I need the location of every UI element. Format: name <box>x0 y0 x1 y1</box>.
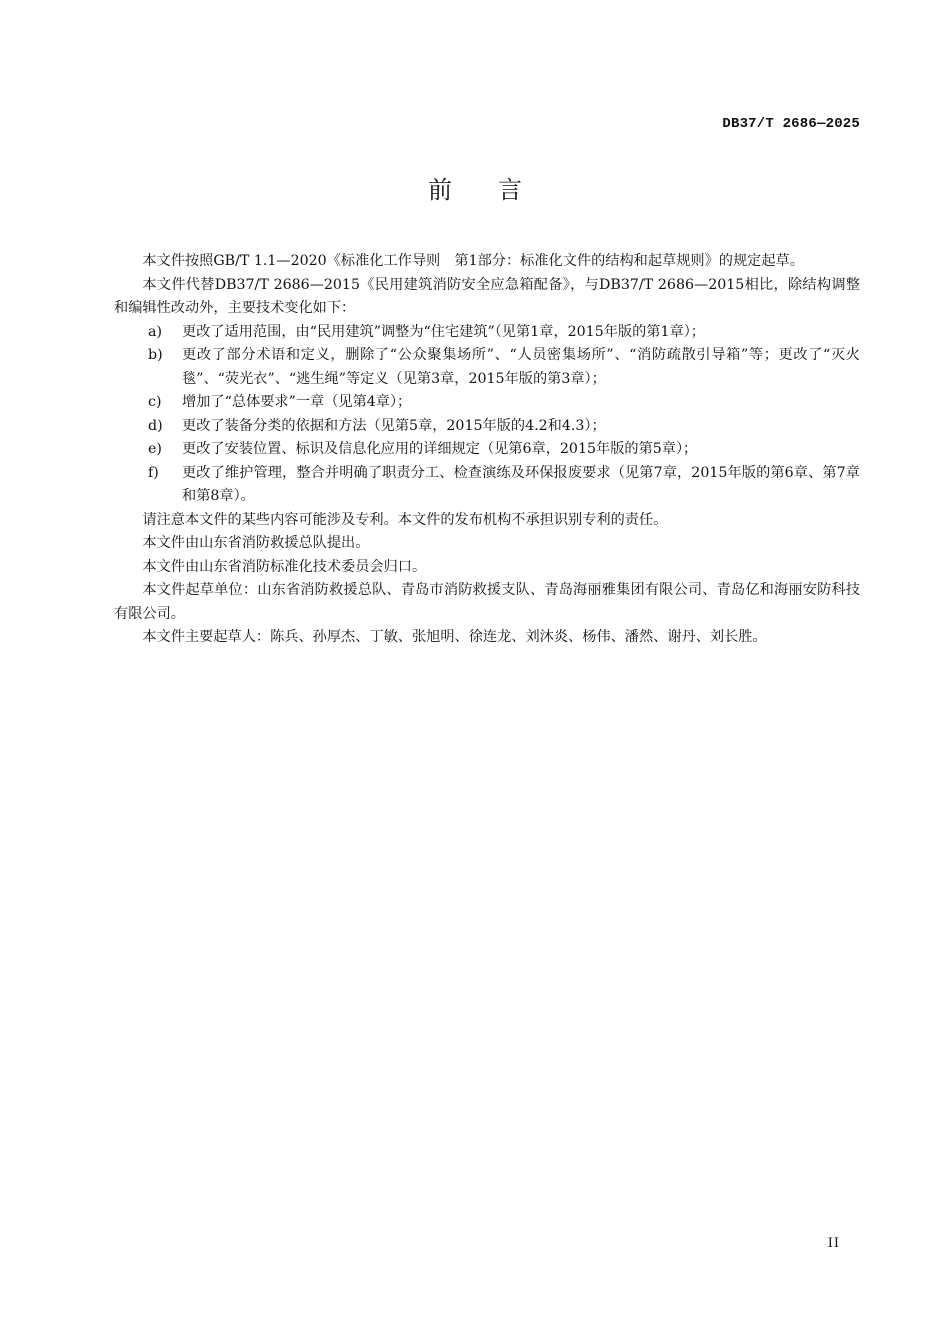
list-marker: b) <box>148 347 163 363</box>
list-marker: f) <box>148 464 159 481</box>
paragraph-drafting-basis: 本文件按照GB/T 1.1—2020《标准化工作导则 第1部分：标准化文件的结构和起草规则》的规定起草。 <box>142 253 804 269</box>
list-item-text: 更改了装备分类的依据和方法（见第5章，2015年版的4.2和4.3）； <box>182 417 606 434</box>
list-marker: c) <box>148 394 162 410</box>
list-item <box>114 321 860 345</box>
paragraph-replacement-note: 本文件代替DB37/T 2686—2015《民用建筑消防安全应急箱配备》，与DB37/T 2686—2015相比，除结构调整和编辑性改动外，主要技术变化如下： <box>114 276 860 316</box>
list-item <box>114 391 860 415</box>
list-item <box>114 344 860 391</box>
paragraph-drafting-units: 本文件起草单位：山东省消防救援总队、青岛市消防救援支队、青岛海丽雅集团有限公司、青岛亿和海丽安防科技有限公司。 <box>114 582 860 622</box>
list-item-text: 更改了部分术语和定义，删除了“公众聚集场所”、“人员密集场所”、“消防疏散引导箱”等；更改了“灭火毯”、“荧光衣”、“逃生绳”等定义（见第3章，2015年版的第3章）； <box>182 347 860 387</box>
paragraph-drafters: 本文件主要起草人：陈兵、孙厚杰、丁敏、张旭明、徐连龙、刘沐炎、杨伟、潘然、谢丹、刘长胜。 <box>142 629 767 645</box>
paragraph-patent-notice: 请注意本文件的某些内容可能涉及专利。本文件的发布机构不承担识别专利的责任。 <box>142 511 668 528</box>
changes-list <box>114 321 860 509</box>
list-item <box>114 438 860 462</box>
page-number: II <box>827 1236 840 1251</box>
page-title: 前言 <box>428 176 568 204</box>
list-item-text: 更改了安装位置、标识及信息化应用的详细规定（见第6章，2015年版的第5章）； <box>182 441 698 457</box>
list-marker: e) <box>148 441 162 457</box>
list-item <box>114 462 860 509</box>
foreword-body <box>114 250 860 650</box>
paragraph-committee: 本文件由山东省消防标准化技术委员会归口。 <box>142 558 427 575</box>
list-item-text: 更改了适用范围，由“民用建筑”调整为“住宅建筑”（见第1章，2015年版的第1章）； <box>182 323 705 340</box>
list-marker: a) <box>148 323 162 340</box>
list-marker: d) <box>148 417 163 434</box>
list-item <box>114 415 860 439</box>
document-code: DB37/T 2686—2025 <box>722 116 860 132</box>
list-item-text: 更改了维护管理，整合并明确了职责分工、检查演练及环保报废要求（见第7章，2015年版的第6章、第7章和第8章）。 <box>182 464 860 504</box>
list-item-text: 增加了“总体要求”一章（见第4章）； <box>182 394 412 410</box>
paragraph-proposer: 本文件由山东省消防救援总队提出。 <box>142 535 370 551</box>
